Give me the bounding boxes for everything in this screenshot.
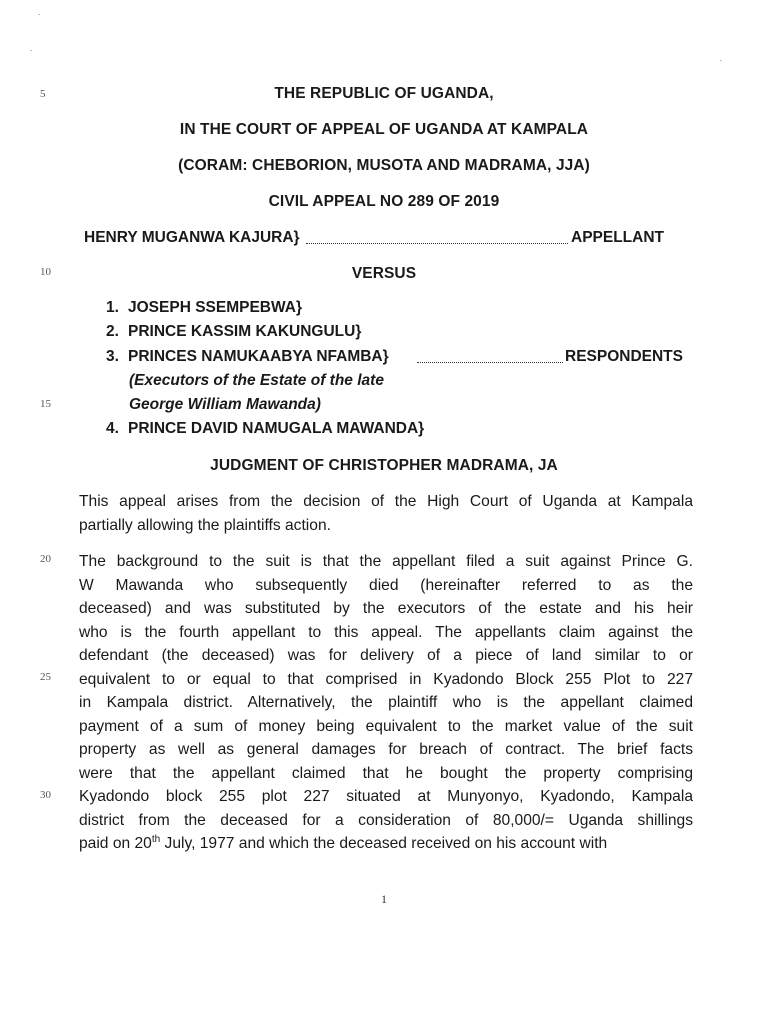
respondents-role: RESPONDENTS (565, 348, 683, 365)
leader-dots (306, 243, 568, 244)
paragraph-line: who is the fourth appellant to this appeal. The appellants claim against the (79, 623, 693, 641)
respondent-name: PRINCES NAMUKAABYA NFAMBA} (128, 348, 389, 365)
respondent-name: PRINCE KASSIM KAKUNGULU} (128, 323, 362, 340)
respondent-item (106, 420, 424, 438)
line-number: 15 (40, 398, 51, 410)
paragraph-intro (79, 490, 693, 537)
line-number: 20 (40, 553, 51, 565)
executors-note: (Executors of the Estate of the late (129, 372, 384, 389)
line-number: 30 (40, 789, 51, 801)
line-number: 10 (40, 266, 51, 278)
paragraph-line: in Kampala district. Alternatively, the plaintiff who is the appellant claimed (79, 694, 693, 711)
line-number: 25 (40, 671, 51, 683)
paragraph-line: payment of a sum of money being equivalent to the market value of the suit (79, 717, 693, 735)
page-number: 1 (381, 892, 387, 906)
paragraph-line-last (79, 832, 693, 856)
ordinal-suffix: th (151, 833, 161, 845)
scan-speck (720, 60, 722, 61)
date-text-rest: July, 1977 and which the deceased received on his account with (160, 835, 608, 852)
coram-heading: (CORAM: CHEBORION, MUSOTA AND MADRAMA, JJA) (178, 157, 590, 174)
republic-heading: THE REPUBLIC OF UGANDA, (274, 85, 494, 102)
paragraph-line: W Mawanda who subsequently died (hereinafter referred to as the (79, 576, 693, 594)
paragraph-line: were that the appellant claimed that he bought the property comprising (79, 764, 693, 782)
versus-heading: VERSUS (351, 265, 417, 282)
judgment-title: JUDGMENT OF CHRISTOPHER MADRAMA, JA (210, 457, 558, 474)
paragraph-line: defendant (the deceased) was for delivery of a piece of land similar to or (79, 647, 693, 664)
line-number: 5 (40, 88, 46, 100)
date-text: paid on 20 (79, 835, 152, 852)
respondent-item (106, 299, 302, 317)
paragraph-line: property as well as general damages for breach of contract. The brief facts (79, 741, 693, 758)
respondent-number: 2. (106, 323, 119, 340)
case-number: CIVIL APPEAL NO 289 OF 2019 (268, 193, 500, 210)
scan-speck (30, 50, 32, 51)
respondent-name: JOSEPH SSEMPEBWA} (128, 299, 302, 316)
respondent-number: 3. (106, 348, 119, 365)
paragraph-line: district from the deceased for a consideration of 80,000/= Uganda shillings (79, 811, 693, 829)
paragraph-line: The background to the suit is that the appellant filed a suit against Prince G. (79, 553, 693, 570)
paragraph-line: This appeal arises from the decision of the High Court of Uganda at Kampala (79, 493, 693, 510)
respondent-item (106, 323, 361, 341)
respondent-number: 1. (106, 299, 119, 316)
paragraph-line: Kyadondo block 255 plot 227 situated at Munyonyo, Kyadondo, Kampala (79, 788, 693, 805)
appellant-name: HENRY MUGANWA KAJURA} (84, 229, 300, 246)
executors-note: George William Mawanda) (129, 396, 321, 413)
paragraph-background (79, 550, 693, 856)
respondent-item (106, 348, 389, 366)
respondent-number: 4. (106, 420, 119, 437)
respondent-name: PRINCE DAVID NAMUGALA MAWANDA} (128, 420, 425, 437)
paragraph-line: deceased) and was substituted by the executors of the estate and his heir (79, 600, 693, 617)
paragraph-line: equivalent to or equal to that comprised in Kyadondo Block 255 Plot to 227 (79, 670, 693, 688)
scan-speck (38, 14, 40, 15)
appellant-role: APPELLANT (571, 229, 664, 246)
leader-dots (417, 362, 563, 363)
paragraph-line: partially allowing the plaintiffs action. (79, 516, 331, 534)
court-heading: IN THE COURT OF APPEAL OF UGANDA AT KAMPALA (179, 121, 589, 138)
